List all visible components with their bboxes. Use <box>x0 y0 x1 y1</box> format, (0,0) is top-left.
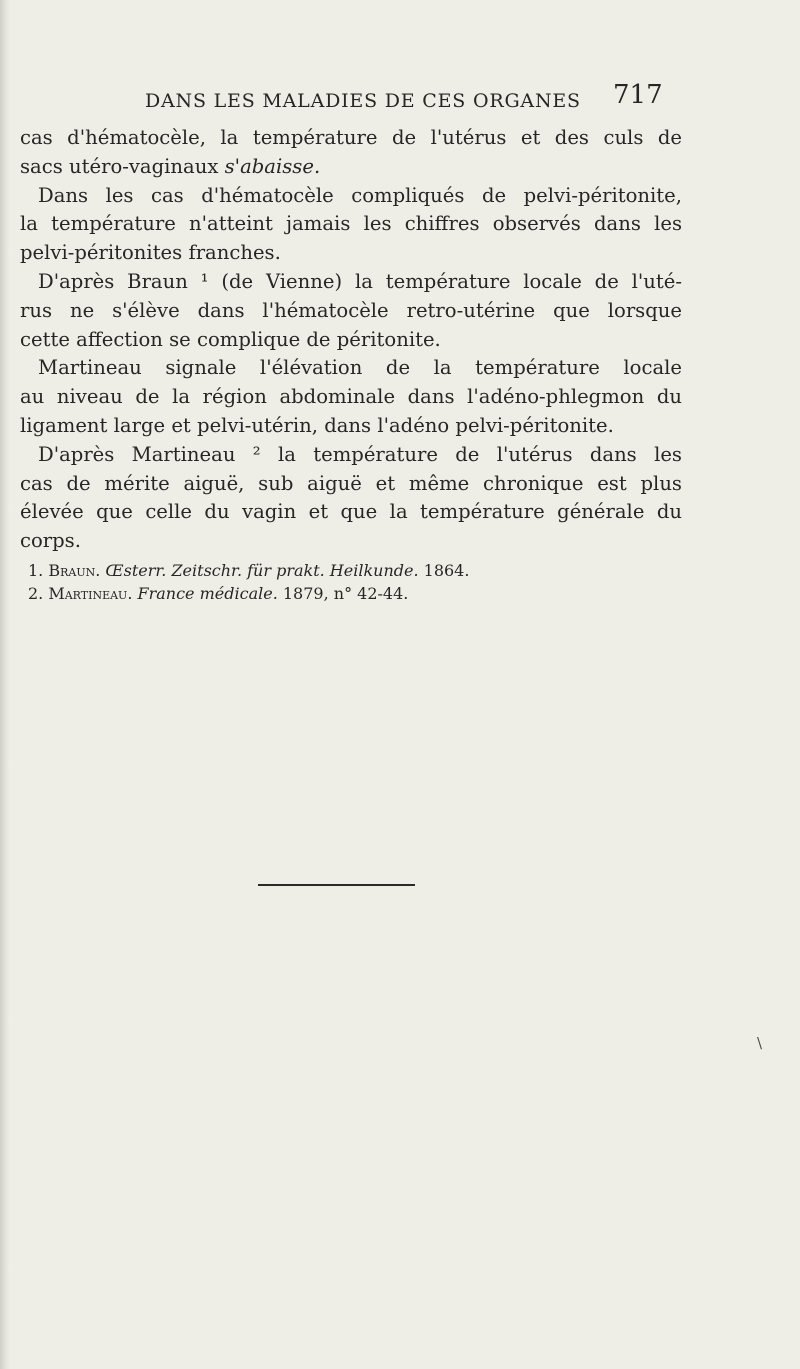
text-line: cette affection se complique de péritonite. <box>20 327 441 351</box>
text-line: ligament large et pelvi-utérin, dans l'adéno pelvi-péritonite. <box>20 413 614 437</box>
page-number: 717 <box>613 80 663 110</box>
page-edge-shadow <box>0 0 10 1369</box>
text-line: cas de mérite aiguë, sub aiguë et même chronique est plus <box>20 471 682 495</box>
text-line: D'après Martineau ² la température de l'utérus dans les <box>38 442 682 466</box>
text-line: la température n'atteint jamais les chiffres observés dans les <box>20 212 682 236</box>
footnote-author: Martineau. <box>48 584 138 603</box>
footnote <box>28 559 668 582</box>
paragraph <box>20 268 682 354</box>
footnote-author: Braun. <box>48 561 106 580</box>
text-line: sacs utéro-vaginaux s'abaisse. <box>20 154 321 178</box>
text-line: élevée que celle du vagin et que la température générale du <box>20 500 682 524</box>
footnote-details: 1879, n° 42-44. <box>282 584 409 603</box>
footnotes <box>28 559 668 605</box>
italic-text: s'abaisse. <box>224 154 321 178</box>
footnote <box>28 582 668 605</box>
body-text <box>20 124 682 556</box>
text-line: rus ne s'élève dans l'hématocèle retro-utérine que lorsque <box>20 298 682 322</box>
footnote-details: 1864. <box>423 561 470 580</box>
text-line: corps. <box>20 529 81 553</box>
text-line: au niveau de la région abdominale dans l'adéno-phlegmon du <box>20 385 682 409</box>
text-line: cas d'hématocèle, la température de l'utérus et des culs de <box>20 126 682 149</box>
stray-mark: \ <box>757 1034 763 1052</box>
text-line: Martineau signale l'élévation de la température locale <box>38 356 682 380</box>
paragraph <box>20 354 682 440</box>
page-header <box>0 80 800 116</box>
paragraph <box>20 441 682 556</box>
footnote-number: 2. <box>28 584 49 603</box>
text-line: Dans les cas d'hématocèle compliqués de pelvi-péritonite, <box>38 183 682 207</box>
paragraph <box>20 124 682 182</box>
text-line: D'après Braun ¹ (de Vienne) la température locale de l'uté- <box>38 269 682 293</box>
footnote-number: 1. <box>28 561 49 580</box>
running-title: DANS LES MALADIES DE CES ORGANES <box>145 90 581 112</box>
footnote-title: Œsterr. Zeitschr. für prakt. Heilkunde. <box>105 561 424 580</box>
text-line: pelvi-péritonites franches. <box>20 241 281 265</box>
end-rule <box>258 884 415 886</box>
footnote-title: France médicale. <box>137 584 283 603</box>
paragraph <box>20 182 682 268</box>
